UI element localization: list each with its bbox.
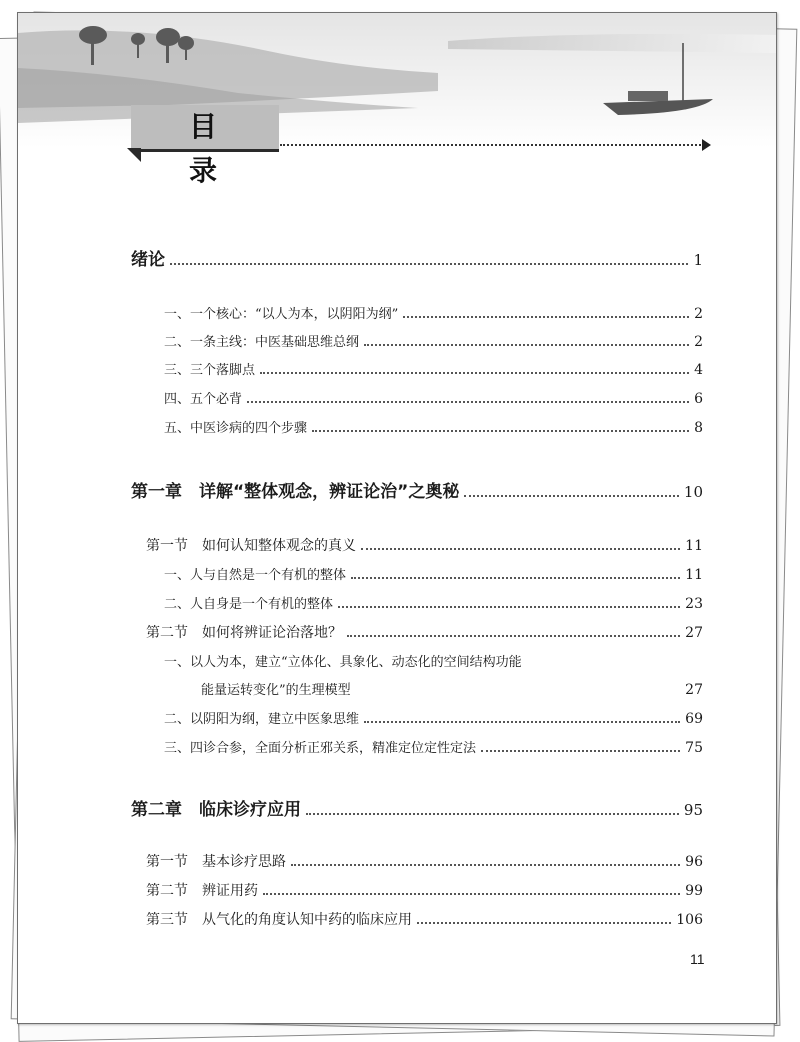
- toc-entry[interactable]: 五、中医诊病的四个步骤 8: [164, 420, 703, 436]
- toc-entry[interactable]: 二、人自身是一个有机的整体 23: [164, 596, 703, 612]
- toc-entry[interactable]: 一、一个核心：“以人为本，以阴阳为纲” 2: [164, 306, 703, 322]
- toc-entry[interactable]: 二、以阴阳为纲，建立中医象思维 69: [164, 711, 703, 727]
- toc-entry[interactable]: 第一节 基本诊疗思路 96: [146, 854, 703, 870]
- toc-entry[interactable]: 第二节 如何将辨证论治落地？ 27: [146, 625, 703, 641]
- toc-entry-chapter-1[interactable]: 第一章 详解“整体观念，辨证论治”之奥秘 10: [131, 482, 703, 502]
- toc-entry[interactable]: 三、三个落脚点 4: [164, 362, 703, 378]
- toc-title-box: [131, 105, 279, 187]
- toc-entry[interactable]: 能量运转变化”的生理模型 27: [201, 682, 703, 698]
- toc-entry[interactable]: 第三节 从气化的角度认知中药的临床应用 106: [146, 912, 703, 928]
- toc-entry[interactable]: 四、五个必背 6: [164, 391, 703, 407]
- toc-page: [17, 12, 777, 1024]
- toc-entry[interactable]: 一、人与自然是一个有机的整体 11: [164, 567, 703, 583]
- dot-leader: [170, 263, 688, 265]
- page-number: 11: [690, 951, 705, 967]
- toc-entry[interactable]: 二、一条主线：中医基础思维总纲 2: [164, 334, 703, 350]
- toc-entry-text[interactable]: 一、以人为本，建立“立体化、具象化、动态化的空间结构功能: [164, 655, 522, 670]
- title-notch: [127, 148, 141, 162]
- toc-entry-intro[interactable]: 绪论 1: [131, 250, 703, 270]
- title-dotted-rule: [280, 144, 704, 146]
- arrow-right-icon: [702, 139, 711, 151]
- toc-entry[interactable]: 第一节 如何认知整体观念的真义 11: [146, 538, 703, 554]
- toc-entry-chapter-2[interactable]: 第二章 临床诊疗应用 95: [131, 800, 703, 820]
- toc-entry[interactable]: 第二节 辨证用药 99: [146, 883, 703, 899]
- toc-entry[interactable]: 三、四诊合参，全面分析正邪关系，精准定位定性定法 75: [164, 740, 703, 756]
- page-title: 目 录: [188, 110, 239, 187]
